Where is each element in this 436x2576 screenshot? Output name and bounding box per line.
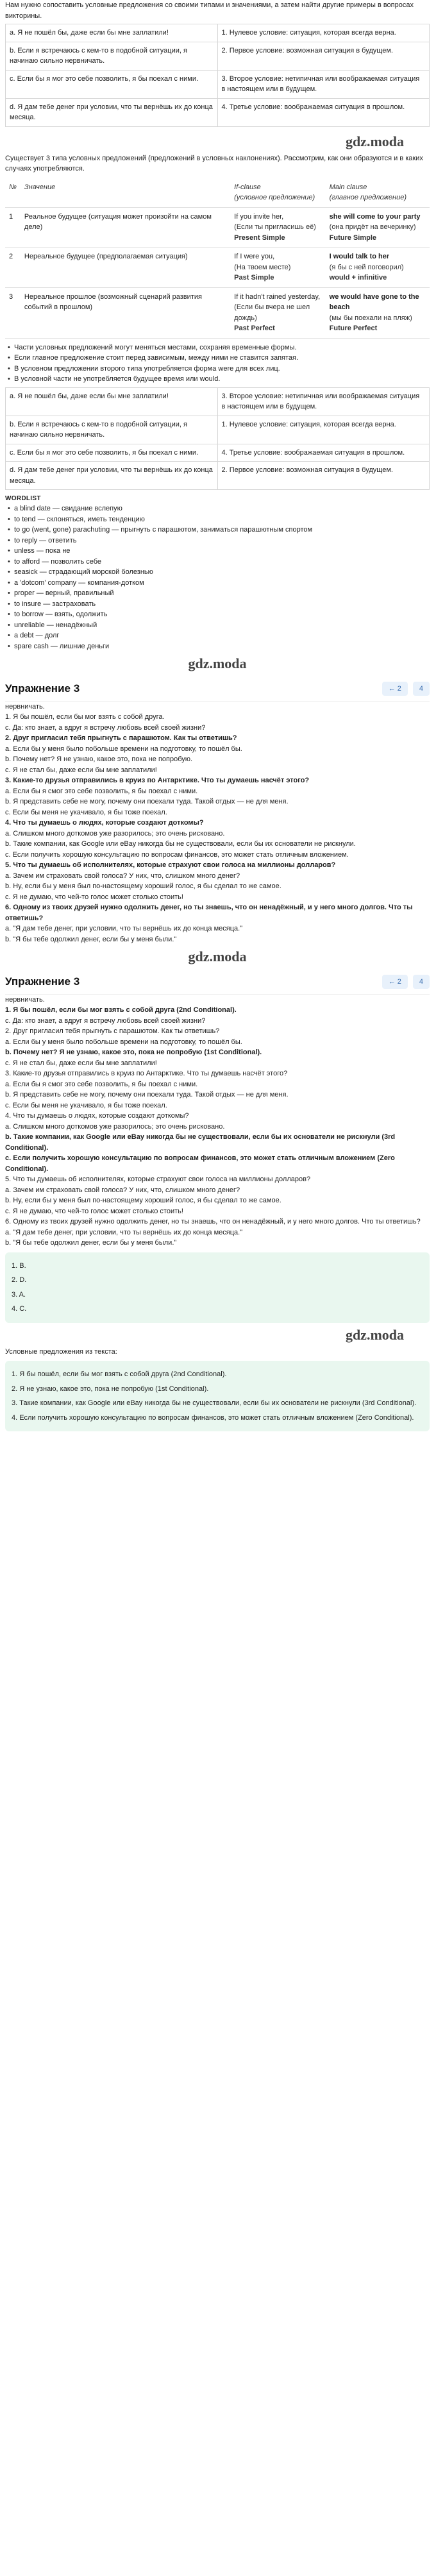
- cut-text: нервничать.: [5, 995, 45, 1004]
- prev-page-button[interactable]: ← 2: [382, 682, 408, 696]
- list-item: • to borrow — взять, одолжить: [8, 609, 430, 620]
- cut-text: нервничать.: [5, 702, 45, 711]
- list-item: 3. Такие компании, как Google или eBay никогда бы не существовали, если бы их основатели не рискнули (3rd Conditional).: [12, 1399, 417, 1407]
- list-item: • spare cash — лишние деньги: [8, 641, 430, 652]
- answers-box: [5, 1252, 430, 1323]
- table-row: 1 Реальное будущее (ситуация может произойти на самом деле) If you invite her, (Если ты пригласишь её) Present Simple she will come to your party (она придёт на вечеринку) Future Simple: [5, 207, 430, 248]
- match-table: [5, 24, 430, 127]
- table-header-row: № Значение If-clause (условное предложение) Main clause (главное предложение): [5, 178, 430, 208]
- answers-list: [10, 1259, 424, 1317]
- list-item: • to reply — ответить: [8, 535, 430, 546]
- conditionals-table: [5, 178, 430, 339]
- table-row: 3 Нереальное прошлое (возможный сценарий развития событий в прошлом) If it hadn't rained yesterday, (Если бы вчера не шел дождь) Past Perfect we would have gone to the beach (мы бы поехали на пляж) Future Perfect: [5, 287, 430, 338]
- wordlist: [5, 503, 430, 652]
- cond-from-text-box: [5, 1361, 430, 1431]
- watermark: gdz.moda: [345, 1326, 404, 1343]
- watermark: gdz.moda: [188, 655, 247, 671]
- watermark: gdz.moda: [188, 948, 247, 964]
- list-item: 1. Я бы пошёл, если бы мог взять с собой друга (2nd Conditional).: [12, 1370, 227, 1378]
- table-row: d. Я дам тебе денег при условии, что ты вернёшь их до конца месяца. 4. Третье условие: воображаемая ситуация в прошлом.: [6, 98, 430, 126]
- cond-from-text-list: [10, 1367, 424, 1425]
- list-item: • a debt — долг: [8, 630, 430, 641]
- list-item: • unreliable — ненадёжный: [8, 620, 430, 631]
- list-item: • seasick — страдающий морской болезнью: [8, 567, 430, 578]
- cond-from-text-title: Условные предложения из текста:: [5, 1347, 117, 1356]
- table-row: b. Если я встречаюсь с кем-то в подобной ситуации, я начинаю сильно нервничать. 2. Первое условие: возможная ситуация в будущем.: [6, 42, 430, 70]
- list-item: • to tend — склоняться, иметь тенденцию: [8, 514, 430, 525]
- table-row: d. Я дам тебе денег при условии, что ты вернёшь их до конца месяца. 2. Первое условие: возможная ситуация в будущем.: [6, 462, 430, 490]
- pager: [382, 975, 430, 989]
- pager: [382, 682, 430, 696]
- table-row: c. Если бы я мог это себе позволить, я бы поехал с ними. 4. Третье условие: воображаемая ситуация в прошлом.: [6, 444, 430, 462]
- exercise-title: Упражнение 3: [5, 682, 80, 695]
- list-item: 2. Я не узнаю, какое это, пока не попробую (1st Conditional).: [12, 1385, 209, 1393]
- exercise-list-2: 1. Я бы пошёл, если бы мог взять с собой друга (2nd Conditional). с. Да: кто знает, а вдруг я встречу любовь всей своей жизни? 2. Друг пригласил тебя прыгнуть с парашютом. Как ты ответишь? а. Если бы у меня было побольше времени на подготовку, то пошёл бы. b. Почему нет? Я не узнаю, какое это, пока не попробую (1st Conditional). с. Я не стал бы, даже если бы мне заплатили! 3. Какие-то друзья отправились в круиз по Антарктике. Что ты думаешь насчёт этого? а. Если бы я смог это себе позволить, я бы поехал с ними. b. Я представить себе не могу, почему они поехали туда. Такой отдых — не для меня. с. Если бы меня не укачивало, я бы тоже поехал. 4. Что ты думаешь о людях, которые создают доткомы? а. Слишком много доткомов уже разорилось; это очень рисковано. b. Такие компании, как Google или eBay никогда бы не существовали, если бы их основатели не рискнули (3rd Conditional). с. Если получить хорошую консультацию по вопросам финансов, это может стать отличным вложением (Zero Conditional). 5. Что ты думаешь об исполнителях, которые страхуют свои голоса на миллионы долларов? а. Зачем им страховать свой голоса? У них, что, слишком много денег? b. Ну, если бы у меня был по-настоящему хороший голос, я бы сделал то же самое. с. Я не думаю, что чей-то голос может столько стоить! 6. Одному из твоих друзей нужно одолжить денег, но ты знаешь, что он ненадёжный, и у него много долгов. Что ты ответишь? а. "Я дам тебе денег, при условии, что ты вернёшь их до конца месяца." b. "Я бы тебе одолжил денег, если бы у меня были.": [5, 1006, 421, 1247]
- intro-text: Нам нужно сопоставить условные предложения со своими типами и значениями, а затем найти другие примеры в вопросах викторины.: [5, 1, 414, 20]
- list-item: 4. Если получить хорошую консультацию по вопросам финансов, это может стать отличным вложением (Zero Conditional).: [12, 1413, 414, 1422]
- exercise-list-1: 1. Я бы пошёл, если бы мог взять с собой друга. с. Да: кто знает, а вдруг я встречу любовь всей своей жизни? 2. Друг пригласил тебя прыгнуть с парашютом. Как ты ответишь? а. Если бы у меня было побольше времени на подготовку, то пошёл бы. b. Почему нет? Я не узнаю, какое это, пока не попробую. с. Я не стал бы, даже если бы мне заплатили! 3. Какие-то друзья отправились в круиз по Антарктике. Что ты думаешь насчёт этого? а. Если бы я смог это себе позволить, я бы поехал с ними. b. Я представить себе не могу, почему они поехали туда. Такой отдых — не для меня. с. Если бы меня не укачивало, я бы тоже поехал. 4. Что ты думаешь о людях, которые создают доткомы? а. Слишком много доткомов уже разорилось; это очень рисковано. b. Такие компании, как Google или eBay никогда бы не существовали, если бы их основатели не рискнули. с. Если получить хорошую консультацию по вопросам финансов, это может стать отличным вложением. 5. Что ты думаешь об исполнителях, которые страхуют свои голоса на миллионы долларов? а. Зачем им страховать свой голоса? У них, что, слишком много денег? b. Ну, если бы у меня был по-настоящему хороший голос, я бы сделал то же самое. с. Я не думаю, что чей-то голос может столько стоить! 6. Одному из твоих друзей нужно одолжить денег, но ты знаешь, что он ненадёжный, и у него много долгов. Что ты ответишь? а. "Я дам тебе денег, при условии, что ты вернёшь их до конца месяца." b. "Я бы тебе одолжил денег, если бы у меня были.": [5, 713, 413, 943]
- table-row: b. Если я встречаюсь с кем-то в подобной ситуации, я начинаю сильно нервничать. 1. Нулевое условие: ситуация, которая всегда верна.: [6, 416, 430, 444]
- table-row: 2 Нереальное будущее (предполагаемая ситуация) If I were you, (На твоем месте) Past Simple I would talk to her (я бы с ней поговорил) would + infinitive: [5, 248, 430, 288]
- types-paragraph: Существует 3 типа условных предложений (предложений в условных наклонениях). Рассмотрим, как они образуются и в каких случаях употребляются.: [5, 154, 423, 173]
- exercise-header: [5, 675, 430, 702]
- notes-list: [5, 342, 430, 385]
- list-item: • to afford — позволить себе: [8, 557, 430, 568]
- list-item: • В условном предложении второго типа употребляется форма were для всех лиц.: [8, 364, 430, 375]
- list-item: • Если главное предложение стоит перед зависимым, между ними не ставится запятая.: [8, 353, 430, 364]
- next-page-button[interactable]: 4: [413, 682, 430, 696]
- list-item: 1. B.: [12, 1261, 26, 1270]
- list-item: • to go (went, gone) parachuting — прыгнуть с парашютом, заниматься парашютным спортом: [8, 525, 430, 535]
- list-item: • to insure — застраховать: [8, 599, 430, 610]
- list-item: • proper — верный, правильный: [8, 588, 430, 599]
- next-page-button[interactable]: 4: [413, 975, 430, 989]
- watermark: gdz.moda: [345, 133, 404, 149]
- table-row: a. Я не пошёл бы, даже если бы мне заплатили! 3. Второе условие: нетипичная или воображаемая ситуация в настоящем или в будущем.: [6, 387, 430, 416]
- list-item: • unless — пока не: [8, 546, 430, 557]
- answer-table: [5, 387, 430, 491]
- list-item: 4. C.: [12, 1305, 27, 1313]
- list-item: • В условной части не употребляется будущее время или would.: [8, 374, 430, 385]
- prev-page-button[interactable]: ← 2: [382, 975, 408, 989]
- exercise-header: [5, 968, 430, 995]
- wordlist-title: WORDLIST: [5, 495, 41, 502]
- table-row: a. Я не пошёл бы, даже если бы мне заплатили! 1. Нулевое условие: ситуация, которая всегда верна.: [6, 24, 430, 42]
- list-item: • a blind date — свидание вслепую: [8, 503, 430, 514]
- list-item: • a 'dotcom' company — компания-дотком: [8, 578, 430, 589]
- list-item: 2. D.: [12, 1276, 27, 1284]
- table-row: c. Если бы я мог это себе позволить, я бы поехал с ними. 3. Второе условие: нетипичная или воображаемая ситуация в настоящем или в будущем.: [6, 70, 430, 98]
- list-item: 3. A.: [12, 1290, 26, 1299]
- list-item: • Части условных предложений могут меняться местами, сохраняя временные формы.: [8, 342, 430, 353]
- exercise-title: Упражнение 3: [5, 975, 80, 988]
